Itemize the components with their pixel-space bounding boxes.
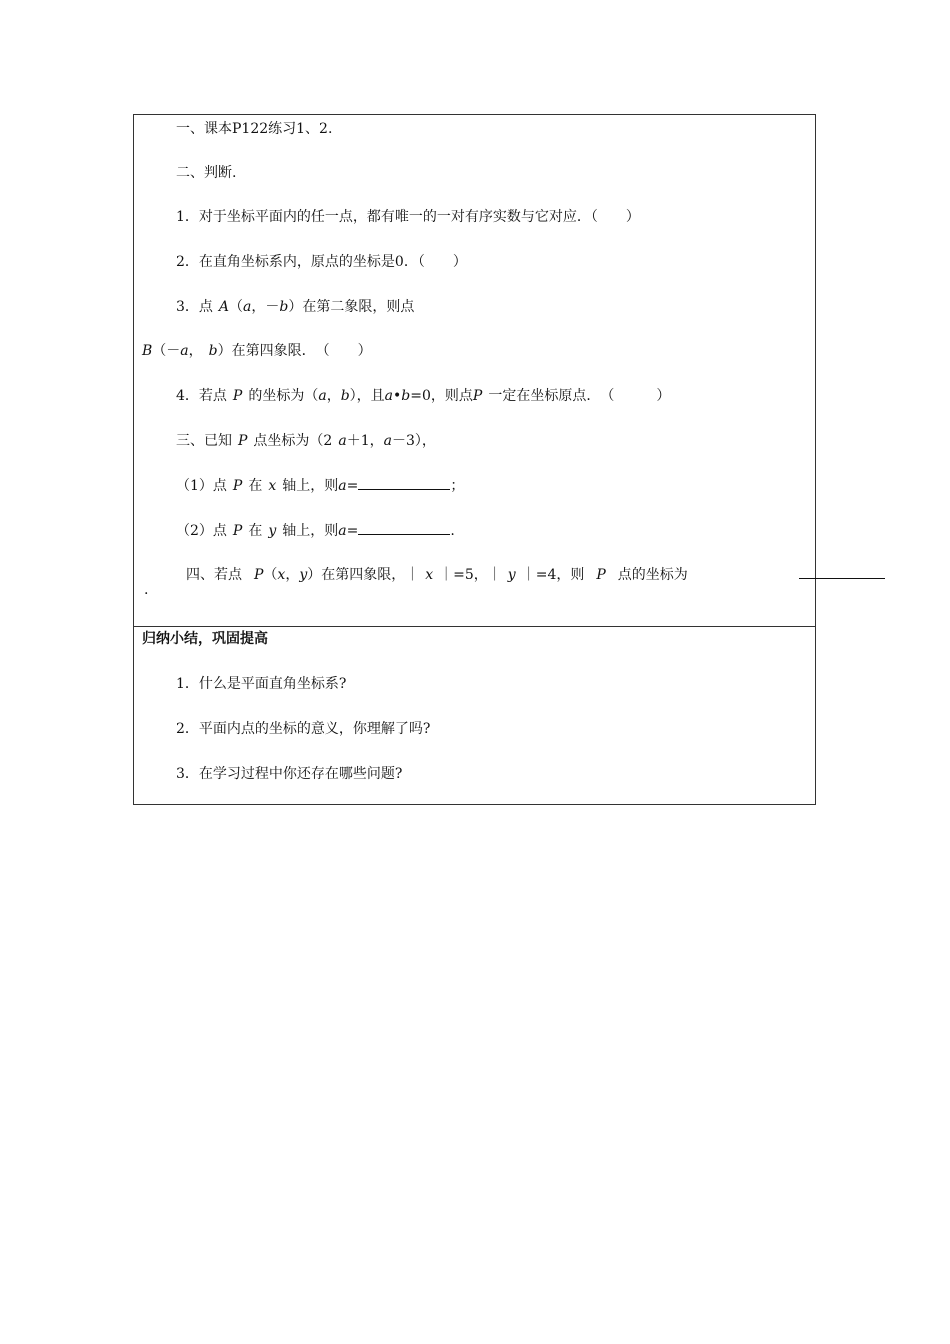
text: ），且 xyxy=(349,388,385,404)
var-a: a xyxy=(338,433,347,449)
var-B: B xyxy=(142,343,153,359)
text: 轴上，则 xyxy=(282,478,339,494)
judge-item-3-line1 xyxy=(176,298,414,316)
text: 在 xyxy=(248,478,263,494)
answer-blank-coordinates[interactable] xyxy=(799,578,885,579)
exercise-4-end-dot: . xyxy=(144,582,149,598)
var-a: a xyxy=(243,299,252,315)
worksheet-table xyxy=(133,114,816,805)
exercise-1: 一、课本P122练习1、2. xyxy=(176,121,333,137)
text: ， xyxy=(326,388,341,404)
var-x: x xyxy=(268,478,277,494)
judge-item-4 xyxy=(176,387,670,405)
text: . xyxy=(450,523,455,539)
exercise-3-part-2 xyxy=(176,522,455,540)
text: （ xyxy=(229,299,244,315)
text: 点的坐标为 xyxy=(617,567,688,583)
exercise-3-title xyxy=(176,432,436,450)
var-P: P xyxy=(232,478,243,494)
var-b: b xyxy=(401,388,411,404)
judge-item-2: 2．在直角坐标系内，原点的坐标是0．（ ） xyxy=(176,254,467,270)
var-P: P xyxy=(596,567,606,583)
exercise-2-title: 二、判断. xyxy=(176,165,237,181)
var-y: y xyxy=(507,567,516,583)
exercise-4 xyxy=(186,566,688,584)
text: ｜=4，则 xyxy=(521,567,585,583)
text: （－ xyxy=(152,343,181,359)
text: = xyxy=(346,523,359,539)
var-y: y xyxy=(268,523,277,539)
var-P: P xyxy=(472,388,483,404)
text: 在 xyxy=(248,523,263,539)
text: ｜=5，｜ xyxy=(439,567,502,583)
var-a: a xyxy=(383,433,392,449)
text: ， xyxy=(188,343,203,359)
text: 一定在坐标原点． （ ） xyxy=(488,388,671,404)
text: 4．若点 xyxy=(176,388,227,404)
text: 3．点 xyxy=(176,299,213,315)
text: 三、已知 xyxy=(176,433,232,449)
var-x: x xyxy=(425,567,434,583)
var-P: P xyxy=(232,523,243,539)
text: ）在第四象限，｜ xyxy=(307,567,420,583)
answer-blank[interactable] xyxy=(358,477,450,490)
text: ； xyxy=(450,478,465,494)
var-a: a xyxy=(180,343,189,359)
var-b: b xyxy=(279,299,289,315)
text: 轴上，则 xyxy=(282,523,339,539)
text: 点坐标为（2 xyxy=(253,433,333,449)
answer-blank[interactable] xyxy=(358,522,450,535)
text: 四、若点 xyxy=(186,567,242,583)
exercise-3-part-1 xyxy=(176,477,464,495)
var-A: A xyxy=(218,299,230,315)
text: ＋1， xyxy=(346,433,384,449)
var-P: P xyxy=(254,567,264,583)
var-P: P xyxy=(238,433,248,449)
judge-item-3-line2 xyxy=(142,342,372,360)
var-P: P xyxy=(232,388,243,404)
var-a: a xyxy=(384,388,394,404)
text: （2）点 xyxy=(176,523,227,539)
var-x: x xyxy=(277,567,286,583)
var-a: a xyxy=(338,523,347,539)
summary-item-2: 2．平面内点的坐标的意义，你理解了吗? xyxy=(176,721,431,737)
judge-item-1: 1．对于坐标平面内的任一点，都有唯一的一对有序实数与它对应．（ ） xyxy=(176,209,640,225)
text: （ xyxy=(263,567,278,583)
dot-operator: • xyxy=(393,388,402,404)
var-b: b xyxy=(208,343,218,359)
var-a: a xyxy=(338,478,347,494)
summary-heading: 归纳小结，巩固提高 xyxy=(142,631,268,647)
text: －3）， xyxy=(391,433,436,449)
text: 的坐标为（ xyxy=(248,388,319,404)
text: =0，则点 xyxy=(410,388,473,404)
text: ）在第二象限，则点 xyxy=(288,299,415,315)
text: ）在第四象限． （ ） xyxy=(217,343,372,359)
var-a: a xyxy=(318,388,327,404)
summary-item-3: 3．在学习过程中你还存在哪些问题? xyxy=(176,766,403,782)
var-b: b xyxy=(340,388,350,404)
text: ， xyxy=(285,567,300,583)
summary-item-1: 1．什么是平面直角坐标系? xyxy=(176,676,347,692)
text: （1）点 xyxy=(176,478,227,494)
text: ，－ xyxy=(251,299,280,315)
var-y: y xyxy=(299,567,308,583)
section-divider xyxy=(134,626,815,627)
text: = xyxy=(346,478,359,494)
